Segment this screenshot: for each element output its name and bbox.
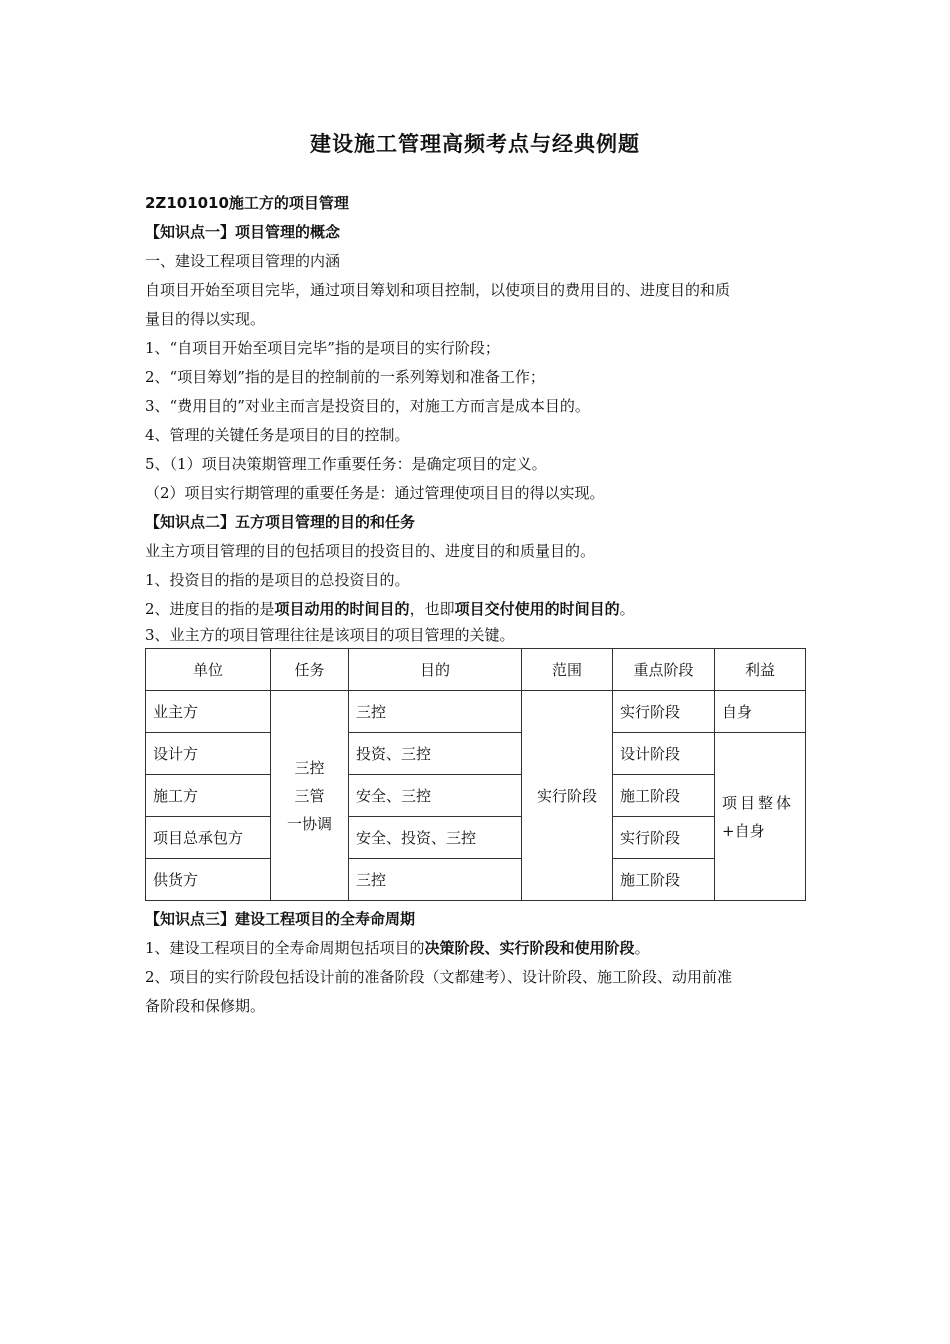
task-line: 一协调 xyxy=(286,814,332,833)
responsibility-table xyxy=(145,648,806,901)
table-header-cell: 重点阶段 xyxy=(613,649,715,691)
kp1-item: 5、（1）项目决策期管理工作重要任务：是确定项目的定义。 xyxy=(145,455,547,473)
goal-cell: 三控 xyxy=(349,859,522,901)
document-body xyxy=(145,189,810,1021)
table-header-cell: 范围 xyxy=(522,649,613,691)
kp3-item-1-text: 1、建设工程项目的全寿命周期包括项目的 xyxy=(145,939,425,957)
goal-cell: 三控 xyxy=(349,691,522,733)
stage-cell: 实行阶段 xyxy=(613,691,715,733)
unit-cell: 设计方 xyxy=(146,733,271,775)
kp2-item-2-bold-2: 项目交付使用的时间目的 xyxy=(454,600,620,618)
kp2-item-2-text: 。 xyxy=(619,600,635,618)
benefit-line: +自身 xyxy=(722,821,765,840)
task-cell xyxy=(271,691,349,901)
kp3-item-1-text: 。 xyxy=(634,939,650,957)
kp1-item: （2）项目实行期管理的重要任务是：通过管理使项目目的得以实现。 xyxy=(145,484,605,502)
goal-cell: 安全、三控 xyxy=(349,775,522,817)
kp1-item: 3、“费用目的”对业主而言是投资目的，对施工方而言是成本目的。 xyxy=(145,397,590,415)
kp1-item: 1、“自项目开始至项目完毕”指的是项目的实行阶段； xyxy=(145,339,500,357)
kp1-item: 2、“项目筹划”指的是目的控制前的一系列筹划和准备工作； xyxy=(145,368,545,386)
kp2-item-2-text: 2、进度目的指的是 xyxy=(145,600,275,618)
table-header-cell: 利益 xyxy=(715,649,806,691)
unit-cell: 施工方 xyxy=(146,775,271,817)
kp2-item-2-text: ，也即 xyxy=(409,600,455,618)
table-header-cell: 任务 xyxy=(271,649,349,691)
goal-cell: 安全、投资、三控 xyxy=(349,817,522,859)
kp3-heading: 【知识点三】建设工程项目的全寿命周期 xyxy=(145,910,416,928)
benefit-cell-merged xyxy=(715,733,806,901)
section-code: 2Z101010施工方的项目管理 xyxy=(145,194,349,212)
kp2-heading: 【知识点二】五方项目管理的目的和任务 xyxy=(145,513,416,531)
kp1-heading: 【知识点一】项目管理的概念 xyxy=(145,223,341,241)
stage-cell: 设计阶段 xyxy=(613,733,715,775)
kp1-subheading: 一、建设工程项目管理的内涵 xyxy=(145,252,341,270)
kp2-item-1: 1、投资目的指的是项目的总投资目的。 xyxy=(145,571,410,589)
benefit-line: 项目整体 xyxy=(722,793,795,812)
kp1-paragraph-line-2: 量目的得以实现。 xyxy=(145,310,266,328)
task-line: 三控 xyxy=(294,758,325,777)
table-row xyxy=(146,733,806,775)
table-row xyxy=(146,859,806,901)
kp3-item-1-bold: 决策阶段、实行阶段和使用阶段 xyxy=(424,939,635,957)
kp3-item-2-line-1: 2、项目的实行阶段包括设计前的准备阶段（文都建考）、设计阶段、施工阶段、动用前准 xyxy=(145,968,733,986)
unit-cell: 项目总承包方 xyxy=(146,817,271,859)
stage-cell: 实行阶段 xyxy=(613,817,715,859)
table-header-cell: 目的 xyxy=(349,649,522,691)
kp2-item-2 xyxy=(145,595,810,624)
scope-cell: 实行阶段 xyxy=(522,691,613,901)
kp2-intro: 业主方项目管理的目的包括项目的投资目的、进度目的和质量目的。 xyxy=(145,542,596,560)
goal-cell: 投资、三控 xyxy=(349,733,522,775)
document-title: 建设施工管理高频考点与经典例题 xyxy=(310,132,640,156)
unit-cell: 业主方 xyxy=(146,691,271,733)
table-row xyxy=(146,691,806,733)
kp1-item: 4、管理的关键任务是项目的目的控制。 xyxy=(145,426,410,444)
table-row xyxy=(146,817,806,859)
benefit-cell: 自身 xyxy=(715,691,806,733)
table-header-row xyxy=(146,649,806,691)
unit-cell: 供货方 xyxy=(146,859,271,901)
task-line: 三管 xyxy=(294,786,325,805)
stage-cell: 施工阶段 xyxy=(613,859,715,901)
table-header-cell: 单位 xyxy=(146,649,271,691)
stage-cell: 施工阶段 xyxy=(613,775,715,817)
kp2-item-3: 3、业主方的项目管理往往是该项目的项目管理的关键。 xyxy=(145,626,515,644)
kp2-item-2-bold-1: 项目动用的时间目的 xyxy=(274,600,410,618)
kp3-item-2-line-2: 备阶段和保修期。 xyxy=(145,997,266,1015)
kp3-item-1 xyxy=(145,934,810,963)
kp1-paragraph-line-1: 自项目开始至项目完毕，通过项目筹划和项目控制，以使项目的费用目的、进度目的和质 xyxy=(145,281,731,299)
table-row xyxy=(146,775,806,817)
